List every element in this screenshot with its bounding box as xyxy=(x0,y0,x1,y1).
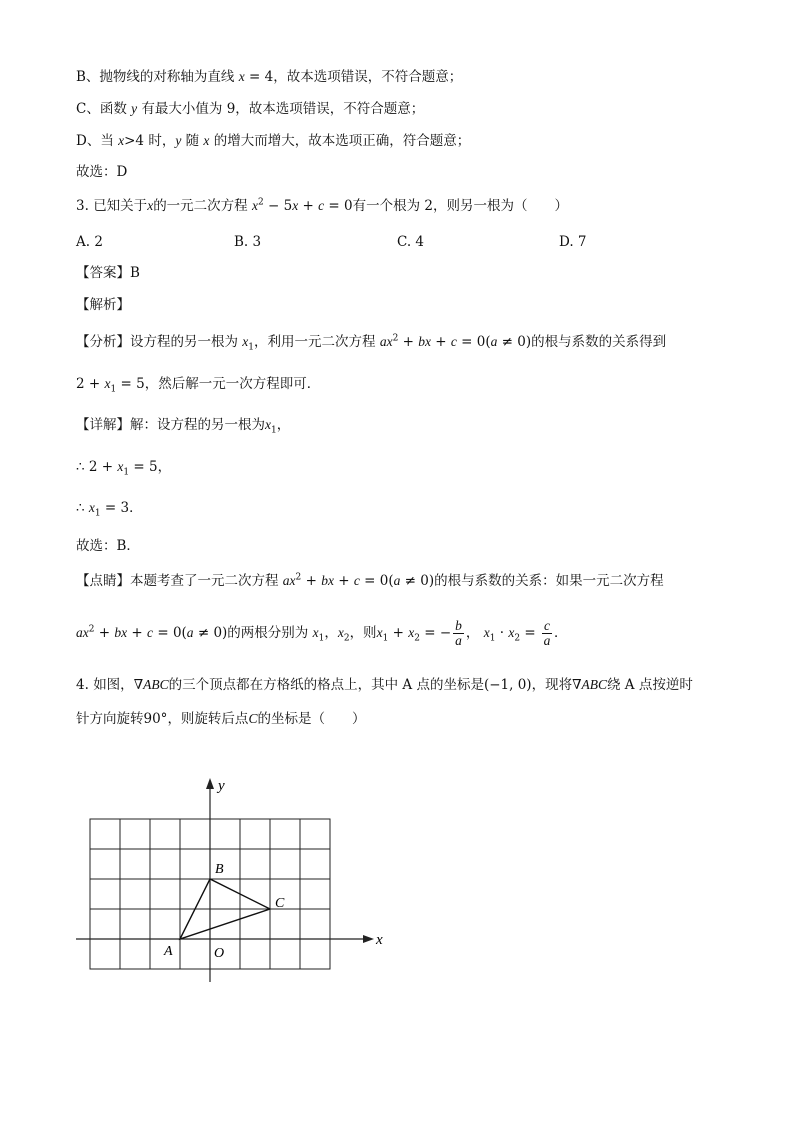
fenxi-line-1: 【分析】设方程的另一根为 $x_1$，利用一元二次方程 $ax^2$ + bx + c = 0(a ≠ 0)的根与系数的关系得到 xyxy=(76,333,667,353)
fenxi-c: 的根与系数的关系得到 xyxy=(531,334,667,350)
q4-line2-b: ，则旋转后点 xyxy=(167,711,249,727)
q3-stem-b: 的一元二次方程 xyxy=(153,198,248,214)
xiangjie-line: 【详解】解：设方程的另一根为$x_1$， xyxy=(76,417,291,436)
option-b-line: B、抛物线的对称轴为直线 x = 4，故本选项错误，不符合题意； xyxy=(76,69,463,85)
dianjing-line-2: $ax^2$ + bx + c = 0(a ≠ 0)的两根分别为 $x_1$，$x_2$，则$x_1 + x_2$ = − $\frac{b}{a}$ ， $x_1 \cdot x_2$ = $\frac{c}{a}$ ． xyxy=(76,618,568,648)
label-b: B xyxy=(215,862,224,877)
grid-figure xyxy=(70,770,400,985)
choice-d: D. 7 xyxy=(559,234,587,250)
q3-stem-a: 已知关于 xyxy=(93,198,148,214)
step-2: ∴ $x_1 = 3$． xyxy=(76,500,143,519)
coord-a: (−1, 0) xyxy=(483,677,532,693)
label-o: O xyxy=(214,946,225,961)
conclusion: 故选：B． xyxy=(76,538,140,554)
answer-line xyxy=(76,264,140,282)
triangle-symbol-2: ∇ABC xyxy=(572,677,608,692)
dianjing-b: 的根与系数的关系：如果一元二次方程 xyxy=(434,573,664,589)
q4-line2-c: 的坐标是（ ） xyxy=(257,711,366,727)
dianjing-tag: 【点睛】 xyxy=(76,573,130,589)
fenxi-b: ，利用一元二次方程 xyxy=(254,334,376,350)
q4-line1-d: 绕 A 点按逆时 xyxy=(607,677,693,693)
dianjing-c: 的两根分别为 xyxy=(227,625,309,641)
fenxi-line-2: $2 + x_1 = 5$，然后解一元一次方程即可． xyxy=(76,376,321,395)
xiangjie-text: 解：设方程的另一根为 xyxy=(130,417,265,433)
q4-line1-c: ，现将 xyxy=(531,677,573,693)
question-4-line-1 xyxy=(76,676,693,694)
step-1: ∴ $2 + x_1 = 5$， xyxy=(76,459,172,478)
option-c-line: C、函数 y 有最大小值为 9，故本选项错误，不符合题意； xyxy=(76,101,425,117)
xiangjie-tag: 【详解】 xyxy=(76,417,130,433)
fenxi-a: 设方程的另一根为 xyxy=(130,334,238,350)
angle-value: 90° xyxy=(143,711,168,727)
choice-a: A. 2 xyxy=(76,234,103,250)
dianjing-a: 本题考查了一元二次方程 xyxy=(130,573,279,589)
dianjing-line-1: 【点睛】本题考查了一元二次方程 $ax^2$ + bx + c = 0(a ≠ 0)的根与系数的关系：如果一元二次方程 xyxy=(76,572,664,589)
point-c-label: C xyxy=(248,711,258,726)
choice-b: B. 3 xyxy=(234,234,262,250)
q3-number: 3. xyxy=(76,198,89,214)
answer-value: B xyxy=(130,265,140,281)
question-3-stem: 3. 已知关于x的一元二次方程 $x^2 - 5x + c = 0$有一个根为 2，则另一根为（ ） xyxy=(76,197,568,214)
q4-line1-a: 如图， xyxy=(93,677,134,693)
triangle-symbol: ∇ABC xyxy=(133,677,169,692)
therefore-2: ∴ xyxy=(76,500,85,516)
x-axis-label: x xyxy=(376,932,383,948)
option-d-line: D、当 x>4 时，y 随 x 的增大而增大，故本选项正确，符合题意； xyxy=(76,133,471,149)
dianjing-d: ，则 xyxy=(349,625,377,641)
q4-line1-b: 的三个顶点都在方格纸的格点上，其中 A 点的坐标是 xyxy=(168,677,484,693)
y-axis-arrow xyxy=(206,778,214,789)
label-c: C xyxy=(275,896,285,911)
q4-line2-a: 针方向旋转 xyxy=(76,711,144,727)
x-axis-arrow xyxy=(363,935,374,943)
question-4-line-2 xyxy=(76,710,365,728)
answer-tag: 【答案】 xyxy=(76,265,130,281)
label-a: A xyxy=(164,944,173,959)
y-axis-label: y xyxy=(218,778,225,794)
therefore-1: ∴ xyxy=(76,459,85,475)
fenxi-d: ，然后解一元一次方程即可． xyxy=(144,376,321,392)
q4-number: 4. xyxy=(76,677,89,693)
q3-stem-c: 有一个根为 2，则另一根为（ ） xyxy=(352,198,568,214)
fenxi-tag: 【分析】 xyxy=(76,334,130,350)
prev-answer: 故选：D xyxy=(76,164,128,180)
analysis-tag: 【解析】 xyxy=(76,297,130,313)
choice-c: C. 4 xyxy=(397,234,425,250)
